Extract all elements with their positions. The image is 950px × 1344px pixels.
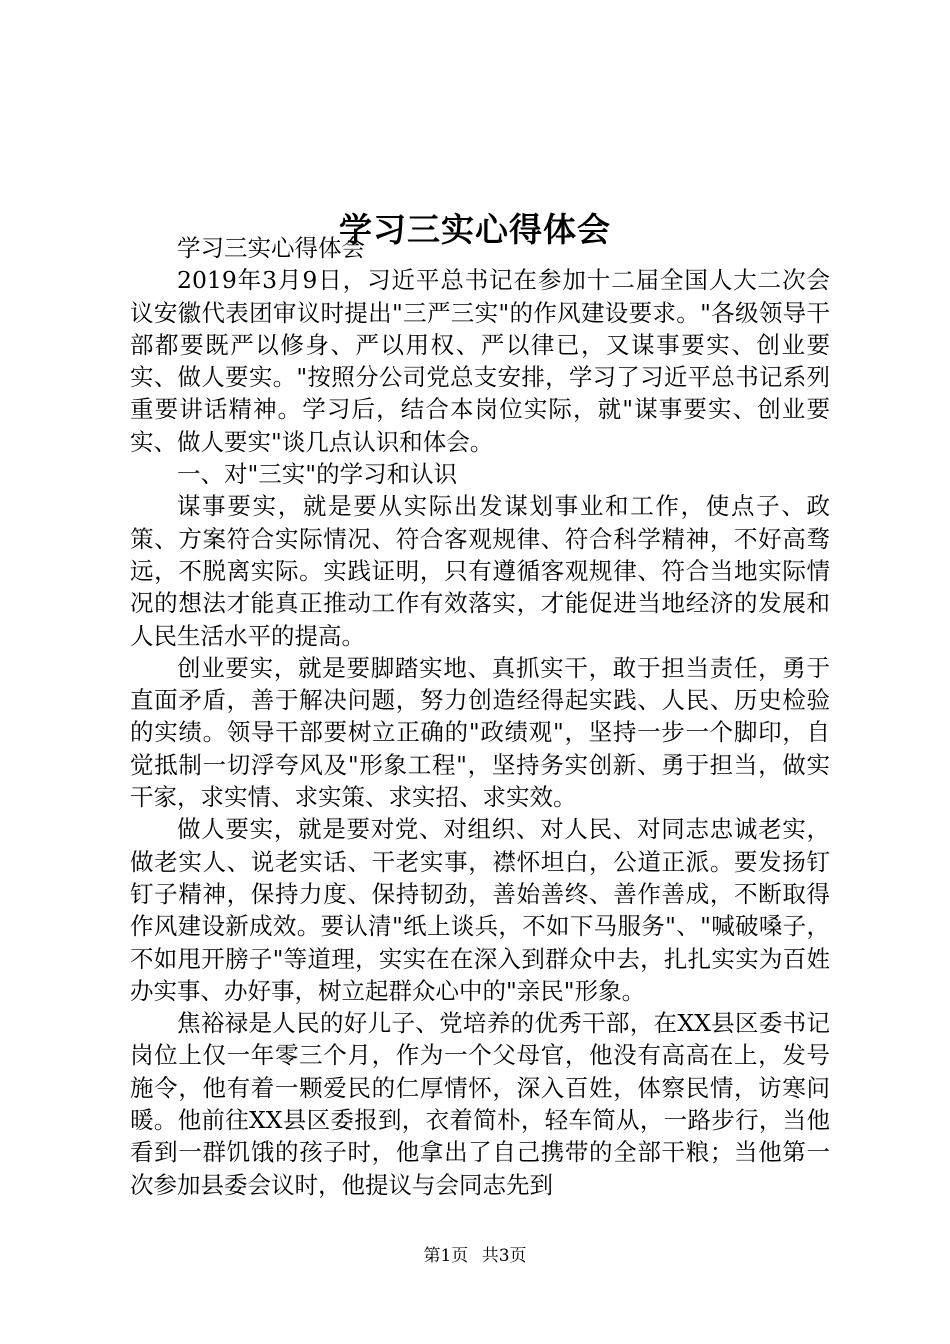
page-number: 第1页	[423, 1246, 469, 1266]
paragraph-jiao-yulu: 焦裕禄是人民的好儿子、党培养的优秀干部，在XX县区委书记岗位上仅一年零三个月，作为一个父母官，他没有高高在上，发号施令，他有着一颗爱民的仁厚情怀，深入百姓，体察民情，访寒问暖。他前往XX县区委报到，衣着简朴，轻车简从，一路步行，当他看到一群饥饿的孩子时，他拿出了自己携带的全部干粮；当他第一次参加县委会议时，他提议与会同志先到	[130, 1009, 830, 1199]
document-body	[130, 232, 830, 1201]
section-heading: 一、对"三实"的学习和认识	[177, 460, 458, 489]
document-title: 学习三实心得体会	[339, 210, 611, 250]
paragraph-subtitle: 学习三实心得体会	[177, 234, 365, 262]
paragraph-conduct: 做人要实，就是要对党、对组织、对人民、对同志忠诚老实，做老实人、说老实话、干老实事，襟怀坦白，公道正派。要发扬钉钉子精神，保持力度、保持韧劲，善始善终、善作善成，不断取得作风建设新成效。要认清"纸上谈兵，不如下马服务"、"喊破嗓子，不如甩开膀子"等道理，实实在在深入到群众中去，扎扎实实为百姓办实事、办好事，树立起群众心中的"亲民"形象。	[130, 815, 830, 1005]
paragraph-entrepreneurship: 创业要实，就是要脚踏实地、真抓实干，敢于担当责任，勇于直面矛盾，善于解决问题，努力创造经得起实践、人民、历史检验的实绩。领导干部要树立正确的"政绩观"，坚持一步一个脚印，自觉抵制一切浮夸风及"形象工程"，坚持务实创新、勇于担当，做实干家，求实情、求实策、求实招、求实效。	[130, 653, 830, 812]
page-footer	[0, 1245, 950, 1267]
paragraph-intro: 2019年3月9日，习近平总书记在参加十二届全国人大二次会议安徽代表团审议时提出"三严三实"的作风建设要求。"各级领导干部都要既严以修身、严以用权、严以律已，又谋事要实、创业要实、做人要实。"按照分公司党总支安排，学习了习近平总书记系列重要讲话精神。学习后，结合本岗位实际，就"谋事要实、创业要实、做人要实"谈几点认识和体会。	[130, 266, 830, 456]
paragraph-planning: 谋事要实，就是要从实际出发谋划事业和工作，使点子、政策、方案符合实际情况、符合客观规律、符合科学精神，不好高骛远，不脱离实际。实践证明，只有遵循客观规律、符合当地实际情况的想法才能真正推动工作有效落实，才能促进当地经济的发展和人民生活水平的提高。	[130, 492, 830, 650]
page-total: 共3页	[481, 1246, 527, 1266]
